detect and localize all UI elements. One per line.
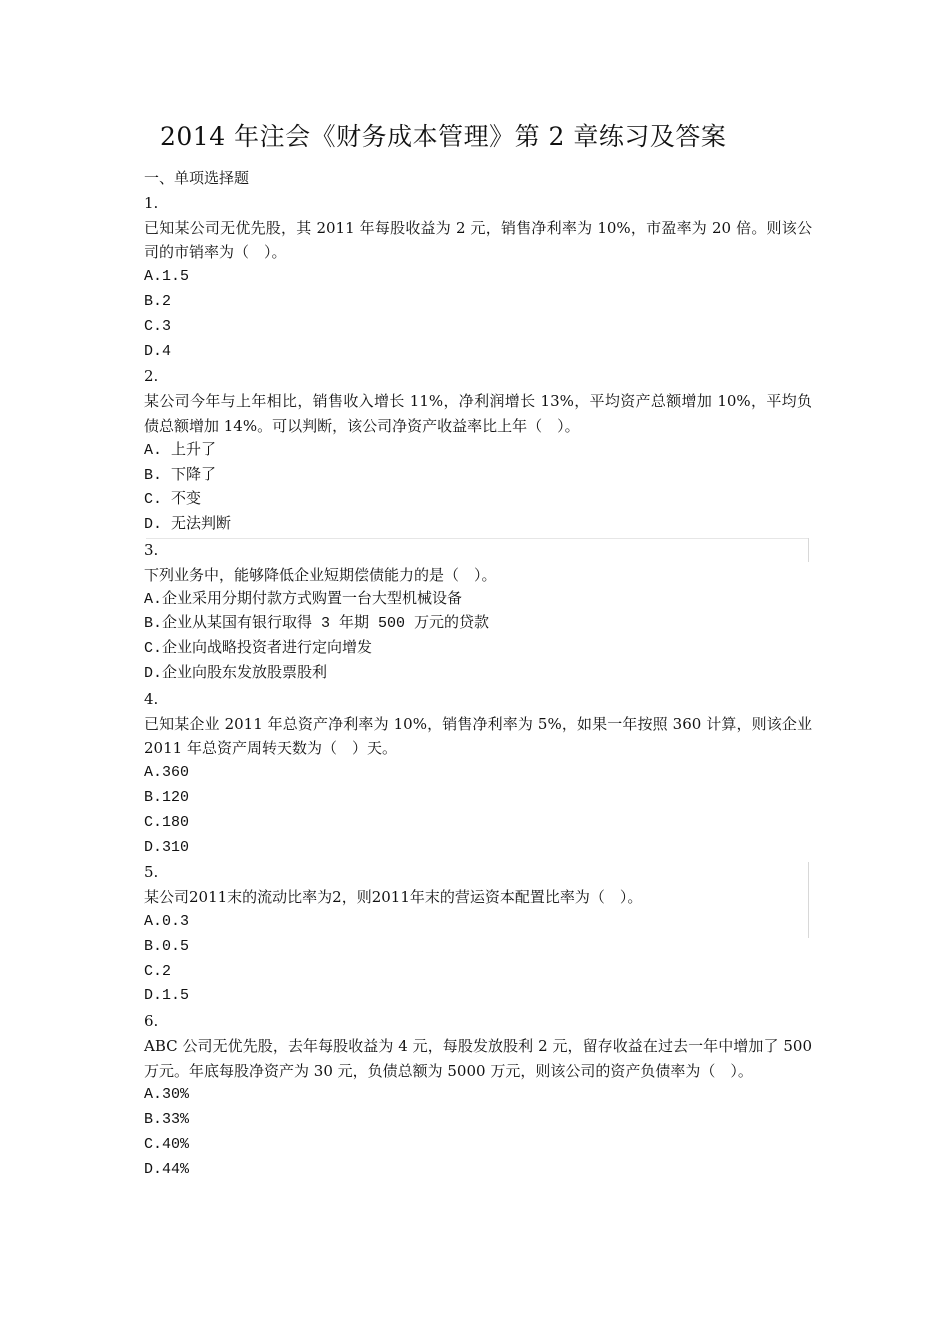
option-b: B. 下降了 xyxy=(144,466,217,484)
option-d: D. 无法判断 xyxy=(144,516,232,534)
question-text: 下列业务中，能够降低企业短期偿债能力的是（ ）。 xyxy=(144,565,497,584)
document-body xyxy=(144,166,812,1183)
question-text: 已知某企业 2011 年总资产净利率为 10%，销售净利率为 5%，如果一年按照 360 计算，则该企业 2011 年总资产周转天数为（ ）天。 xyxy=(144,714,812,758)
question-5 xyxy=(144,860,812,1009)
question-number: 1. xyxy=(144,193,159,212)
question-text: ABC 公司无优先股，去年每股收益为 4 元，每股发放股利 2 元，留存收益在过去一年中增加了 500 万元。年底每股净资产为 30 元，负债总额为 5000 万元，则该公司的资产负债率为（ ）。 xyxy=(144,1036,812,1080)
section-heading: 一、单项选择题 xyxy=(144,169,250,187)
question-6 xyxy=(144,1009,812,1183)
option-d: D.4 xyxy=(144,342,172,360)
question-number: 4. xyxy=(144,689,159,708)
option-a: A.0.3 xyxy=(144,912,190,930)
option-c: C.3 xyxy=(144,317,172,335)
option-c: C.企业向战略投资者进行定向增发 xyxy=(144,640,373,658)
question-number: 2. xyxy=(144,367,159,386)
option-a: A.企业采用分期付款方式购置一台大型机械设备 xyxy=(144,590,463,608)
question-text: 已知某公司无优先股，其 2011 年每股收益为 2 元，销售净利率为 10%，市盈率为 20 倍。则该公司的市销率为（ ）。 xyxy=(144,218,812,262)
option-d: D.1.5 xyxy=(144,987,190,1005)
option-b: B.企业从某国有银行取得 3 年期 500 万元的贷款 xyxy=(144,615,490,633)
question-4 xyxy=(144,687,812,861)
option-a: A.360 xyxy=(144,764,190,782)
question-number: 5. xyxy=(144,863,159,882)
option-c: C.2 xyxy=(144,962,172,980)
question-text: 某公司2011末的流动比率为2，则2011年末的营运资本配置比率为（ ）。 xyxy=(144,888,643,907)
option-b: B.2 xyxy=(144,292,172,310)
option-c: C. 不变 xyxy=(144,491,202,509)
divider-line xyxy=(808,538,809,562)
document-title: 2014 年注会《财务成本管理》第 2 章练习及答案 xyxy=(160,122,727,151)
option-c: C.40% xyxy=(144,1136,190,1154)
option-c: C.180 xyxy=(144,813,190,831)
divider-line xyxy=(146,538,808,539)
option-d: D.企业向股东发放股票股利 xyxy=(144,664,328,682)
divider-line xyxy=(808,862,809,938)
option-a: A.1.5 xyxy=(144,268,190,286)
question-text: 某公司今年与上年相比，销售收入增长 11%，净利润增长 13%，平均资产总额增加 10%，平均负债总额增加 14%。可以判断，该公司净资产收益率比上年（ ）。 xyxy=(144,392,812,435)
option-a: A. 上升了 xyxy=(144,441,217,459)
option-b: B.0.5 xyxy=(144,937,190,955)
option-b: B.33% xyxy=(144,1111,190,1129)
question-2 xyxy=(144,364,812,538)
question-number: 3. xyxy=(144,540,159,559)
option-a: A.30% xyxy=(144,1086,190,1104)
option-b: B.120 xyxy=(144,788,190,806)
option-d: D.44% xyxy=(144,1160,190,1178)
question-3 xyxy=(144,538,812,687)
question-number: 6. xyxy=(144,1012,159,1031)
option-d: D.310 xyxy=(144,838,190,856)
question-1 xyxy=(144,191,812,365)
